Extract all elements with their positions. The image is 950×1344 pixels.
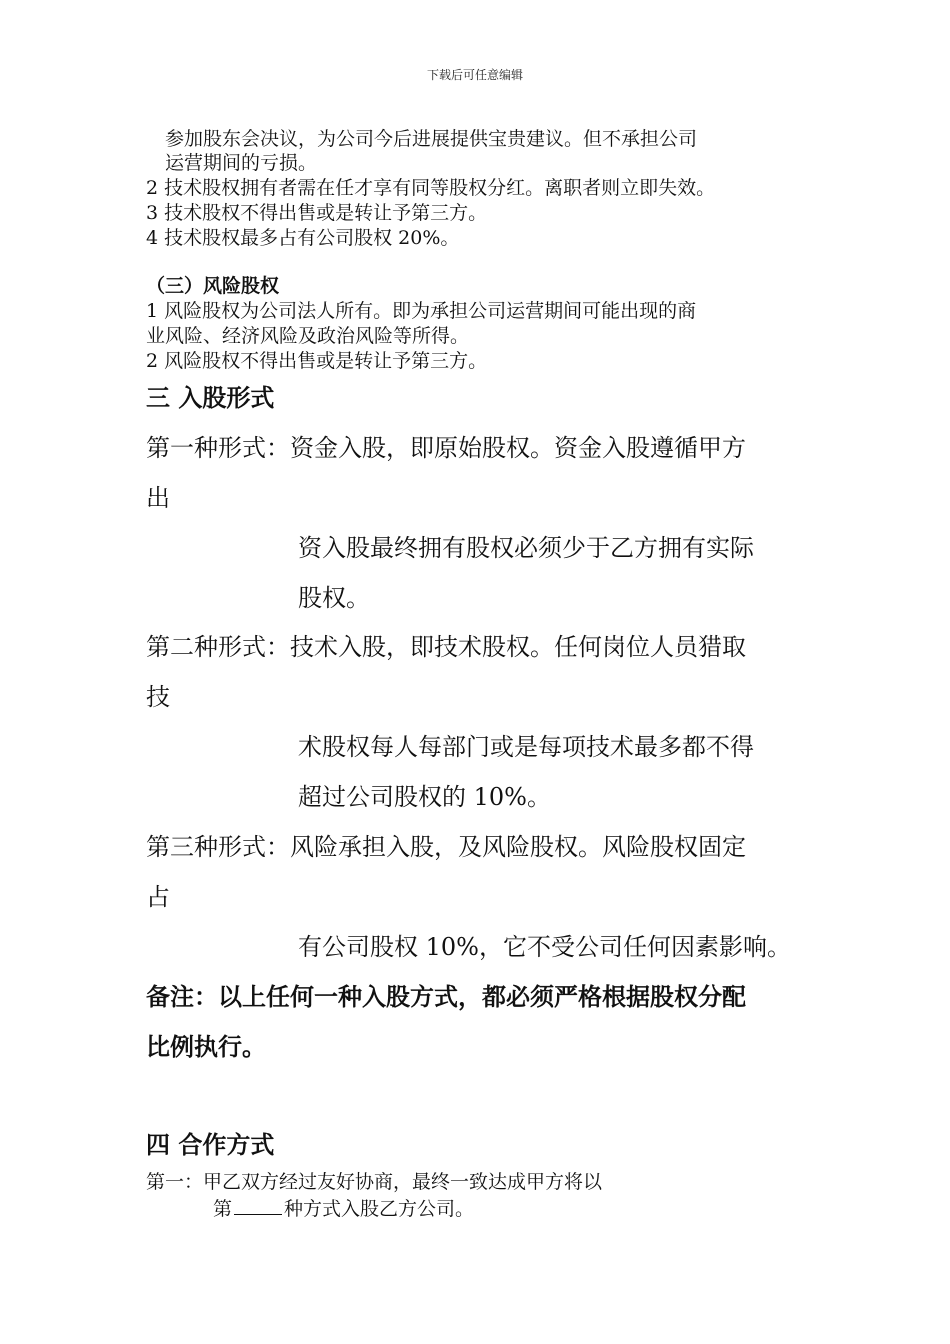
list-item: 3 技术股权不得出售或是转让予第三方。 — [146, 202, 488, 224]
paragraph-line: 占 — [146, 883, 170, 911]
paragraph-line — [213, 1196, 474, 1221]
paragraph-text: 第 — [213, 1198, 233, 1220]
paragraph-line: 第二种形式：技术入股，即技术股权。任何岗位人员猎取 — [146, 633, 746, 661]
list-item-continuation: 业风险、经济风险及政治风险等所得。 — [146, 325, 470, 347]
paragraph-text: 种方式入股乙方公司。 — [284, 1198, 475, 1220]
list-item: 4 技术股权最多占有公司股权 20%。 — [146, 227, 460, 249]
note-line: 比例执行。 — [146, 1032, 266, 1061]
paragraph-line: 第三种形式：风险承担入股，及风险股权。风险股权固定 — [146, 833, 746, 861]
paragraph-line: 运营期间的亏损。 — [165, 152, 318, 174]
paragraph-line: 第一：甲乙双方经过友好协商，最终一致达成甲方将以 — [146, 1171, 603, 1193]
page-header: 下载后可任意编辑 — [426, 68, 523, 82]
paragraph-line: 技 — [146, 683, 170, 711]
section-heading: 四 合作方式 — [146, 1130, 275, 1159]
paragraph-line: 有公司股权 10%，它不受公司任何因素影响。 — [298, 933, 791, 961]
paragraph-line: 股权。 — [298, 584, 370, 612]
paragraph-line: 术股权每人每部门或是每项技术最多都不得 — [298, 733, 754, 761]
paragraph-line: 资入股最终拥有股权必须少于乙方拥有实际 — [298, 534, 754, 562]
list-item: 2 技术股权拥有者需在任才享有同等股权分红。离职者则立即失效。 — [146, 177, 716, 199]
paragraph-line: 超过公司股权的 10%。 — [298, 783, 551, 811]
paragraph-line: 出 — [146, 484, 170, 512]
fill-in-blank[interactable] — [234, 1196, 282, 1215]
note-line: 备注：以上任何一种入股方式，都必须严格根据股权分配 — [146, 982, 746, 1011]
list-item: 1 风险股权为公司法人所有。即为承担公司运营期间可能出现的商 — [146, 300, 697, 322]
section-heading: 三 入股形式 — [146, 383, 275, 412]
subsection-heading: （三）风险股权 — [146, 275, 280, 297]
list-item: 2 风险股权不得出售或是转让予第三方。 — [146, 350, 488, 372]
paragraph-line: 第一种形式：资金入股，即原始股权。资金入股遵循甲方 — [146, 434, 746, 462]
paragraph-line: 参加股东会决议，为公司今后进展提供宝贵建议。但不承担公司 — [165, 128, 698, 150]
